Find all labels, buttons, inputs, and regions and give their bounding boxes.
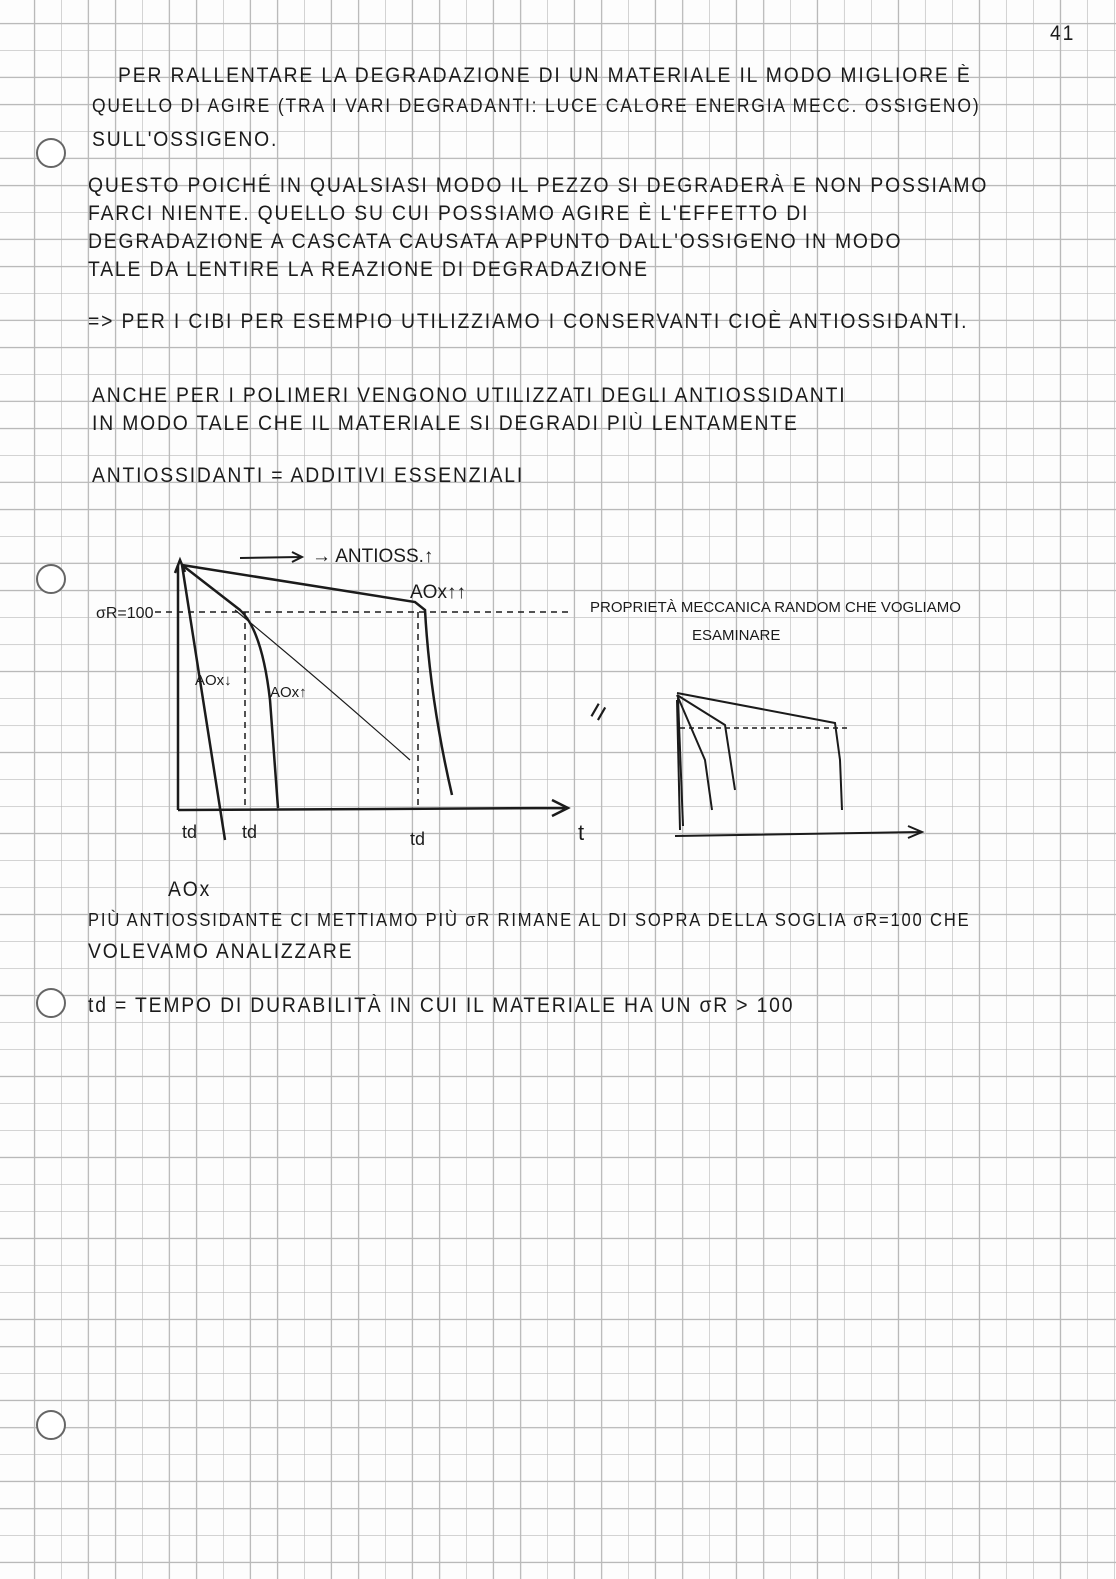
note-line: PROPRIETÀ MECCANICA RANDOM CHE VOGLIAMO <box>590 599 961 616</box>
text-line: DEGRADAZIONE A CASCATA CAUSATA APPUNTO DALL'OSSIGENO IN MODO <box>88 230 903 253</box>
x-axis <box>178 800 568 816</box>
text-line: TALE DA LENTIRE LA REAZIONE DI DEGRADAZIONE <box>88 258 649 281</box>
text-line: => PER I CIBI PER ESEMPIO UTILIZZIAMO I CONSERVANTI CIOÈ ANTIOSSIDANTI. <box>88 310 969 333</box>
curve-aox-low <box>182 565 225 840</box>
text-line: QUELLO DI AGIRE (TRA I VARI DEGRADANTI: LUCE CALORE ENERGIA MECC. OSSIGENO) <box>92 96 981 117</box>
td-label: td <box>242 822 258 842</box>
definition-line: ANTIOSSIDANTI = ADDITIVI ESSENZIALI <box>92 464 525 487</box>
punch-hole <box>36 1410 66 1440</box>
td-label: td <box>182 822 198 842</box>
antioss-label: → ANTIOSS.↑ <box>312 546 434 567</box>
td-label: td <box>410 829 426 849</box>
threshold-label: σR=100 <box>96 605 154 622</box>
text-line: PER RALLENTARE LA DEGRADAZIONE DI UN MATERIALE IL MODO MIGLIORE È <box>118 64 972 87</box>
td-definition: td = TEMPO DI DURABILITÀ IN CUI IL MATERIALE HA UN σR > 100 <box>88 994 795 1017</box>
text-line: FARCI NIENTE. QUELLO SU CUI POSSIAMO AGIRE È L'EFFETTO DI <box>88 202 810 225</box>
small-diagram <box>675 693 922 838</box>
text-line: ANCHE PER I POLIMERI VENGONO UTILIZZATI DEGLI ANTIOSSIDANTI <box>92 384 847 407</box>
text-line: IN MODO TALE CHE IL MATERIALE SI DEGRADI PIÙ LENTAMENTE <box>92 412 799 435</box>
text-line: SULL'OSSIGENO. <box>92 128 279 151</box>
curve-wavy <box>235 610 410 760</box>
curve-label: AOx↓ <box>195 672 232 689</box>
punch-hole <box>36 988 66 1018</box>
arrow-icon <box>240 552 302 562</box>
page-number: 41 <box>1050 22 1076 45</box>
text-line: VOLEVAMO ANALIZZARE <box>88 940 354 963</box>
text-line: QUESTO POICHÉ IN QUALSIASI MODO IL PEZZO SI DEGRADERÀ E NON POSSIAMO <box>88 174 989 197</box>
aox-label: AOx <box>168 878 212 901</box>
equals-sign: = <box>579 696 618 728</box>
text-line: PIÙ ANTIOSSIDANTE CI METTIAMO PIÙ σR RIMANE AL DI SOPRA DELLA SOGLIA σR=100 CHE <box>88 910 971 930</box>
note-line: ESAMINARE <box>692 627 781 644</box>
x-axis-label: t <box>578 820 585 845</box>
curve-label: AOx↑ <box>270 684 307 701</box>
curve-label: AOx↑↑ <box>410 582 466 603</box>
